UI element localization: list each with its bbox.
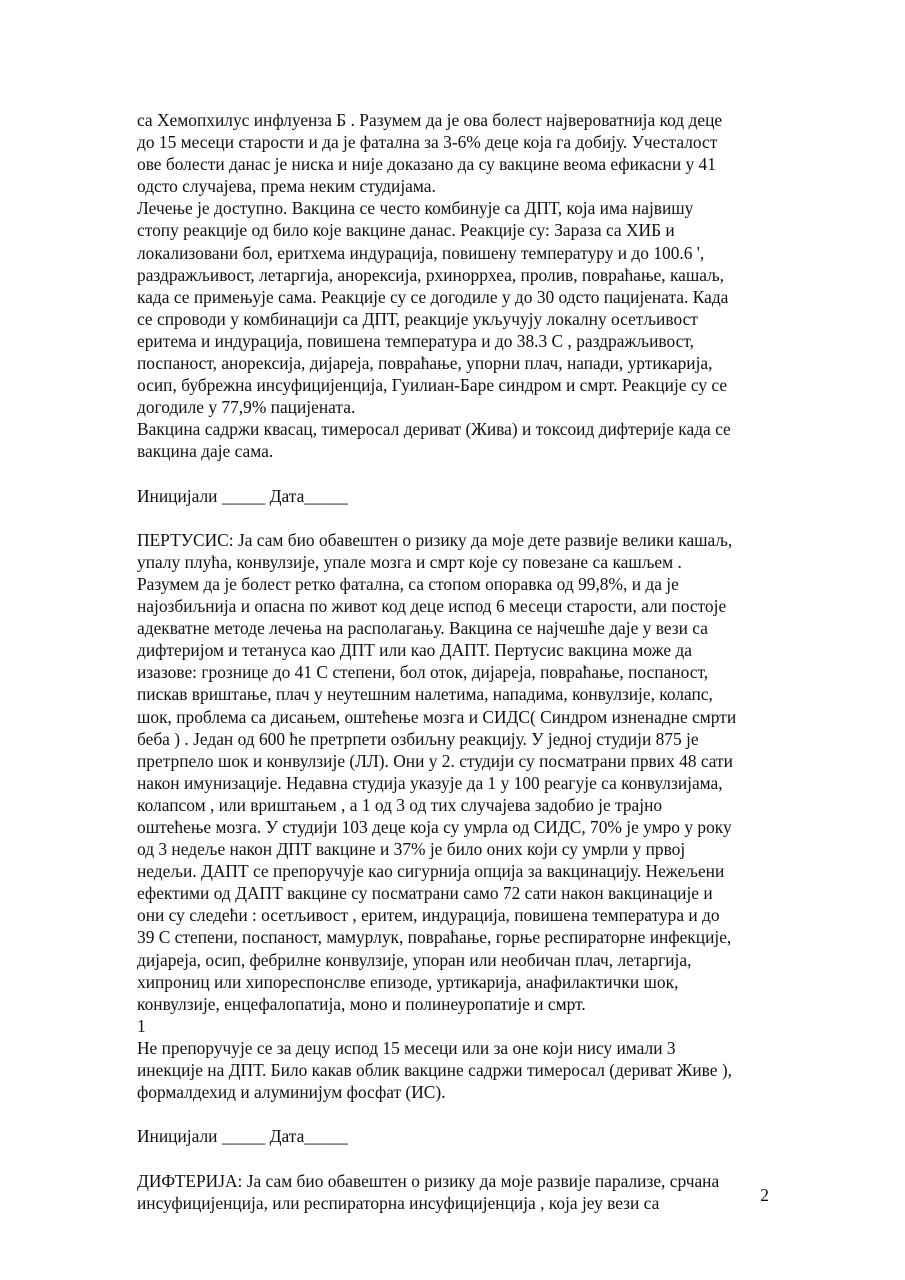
paragraph-diphtheria (137, 1170, 777, 1214)
text-line: пискав вриштање, плач у неутешним налетима, нападима, конвулзије, колапс, (137, 684, 713, 705)
text-line: поспаност, анорексија, дијареја, повраћање, упорни плач, напади, уртикарија, (137, 353, 713, 374)
text-line: Разумем да је болест ретко фатална, са стопом опоравка од 99,8%, и да је (137, 573, 679, 594)
text-line: шок, проблема са дисањем, оштећење мозга и СИДС( Синдром изненадне смрти (137, 706, 737, 727)
text-line: најозбиљнија и опасна по живот код деце испод 6 месеци старости, али постоје (137, 596, 727, 617)
paragraph-hib-treatment (137, 197, 777, 418)
blank-line (137, 507, 777, 529)
text-line: након имунизације. Недавна студија указује да 1 у 100 реагује са конвулзијама, (137, 772, 723, 793)
blank-line (137, 1103, 777, 1125)
text-line: Иницијали _____ Дата_____ (137, 1126, 348, 1147)
text-line: претрпело шок и конвулзије (ЛЛ). Они у 2. студији су посматрани првих 48 сати (137, 750, 733, 771)
text-line: одсто случајева, према неким студијама. (137, 176, 436, 197)
text-line: колапсом , или вриштањем , а 1 од 3 од тих случајева задобио је трајно (137, 794, 663, 815)
paragraph-hib-intro (137, 109, 777, 197)
text-line: стопу реакције од било које вакцине данас. Реакције су: Зараза са ХИБ и (137, 220, 675, 241)
text-line: догодиле у 77,9% пацијената. (137, 397, 356, 418)
text-line: вакцина даје сама. (137, 441, 274, 462)
blank-line (137, 1147, 777, 1169)
paragraph-pertussis (137, 529, 777, 1103)
initials-date-line (137, 1125, 777, 1147)
text-line: инсуфицијенција, или респираторна инсуфицијенција , која јеу вези са (137, 1192, 660, 1213)
text-line: инекције на ДПТ. Било какав облик вакцине садржи тимеросал (дериват Живе ), (137, 1060, 732, 1081)
text-line: раздражљивост, летаргија, анорексија, рхиноррхеа, пролив, повраћање, кашаљ, (137, 264, 724, 285)
text-line: изазове: грознице до 41 С степени, бол оток, дијареја, повраћање, поспаност, (137, 662, 709, 683)
text-line: хипрониц или хипореспонслве епизоде, уртикарија, анафилактички шок, (137, 971, 679, 992)
text-line: 39 С степени, поспаност, мамурлук, повраћање, горње респираторне инфекције, (137, 927, 732, 948)
text-line: до 15 месеци старости и да је фатална за 3-6% деце која га добију. Учесталост (137, 132, 718, 153)
text-line: 1 (137, 1015, 146, 1036)
body-text (137, 109, 777, 1214)
text-line: упалу плућа, конвулзије, упале мозга и смрт које су повезане са кашљем . (137, 551, 682, 572)
blank-line (137, 463, 777, 485)
text-line: конвулзије, енцефалопатија, моно и полинеуропатије и смрт. (137, 993, 586, 1014)
initials-date-line (137, 485, 777, 507)
text-line: дијареја, осип, фебрилне конвулзије, упоран или необичан плач, летаргија, (137, 949, 692, 970)
text-line: Иницијали _____ Дата_____ (137, 485, 348, 506)
text-line: оштећење мозга. У студији 103 деце која су умрла од СИДС, 70% је умро у року (137, 817, 732, 837)
text-line: од 3 недеље након ДПТ вакцине и 37% је било оних који су умрли у првој (137, 839, 686, 860)
page-number: 2 (760, 1185, 769, 1205)
text-line: ДИФТЕРИЈА: Ја сам био обавештен о ризику да моје развије парализе, срчана (137, 1170, 720, 1191)
text-line: ефектими од ДАПТ вакцине су посматрани само 72 сати након вакцинације и (137, 883, 713, 904)
text-line: Не препоручује се за децу испод 15 месеци или за оне који нису имали 3 (137, 1037, 676, 1058)
text-line: локализовани бол, еритхема индурација, повишену температуру и до 100.6 ', (137, 242, 705, 263)
text-line: адекватне методе лечења на располагању. Вакцина се најчешће даје у вези са (137, 618, 708, 639)
text-line: дифтеријом и тетануса као ДПТ или као ДАПТ. Пертусис вакцина може да (137, 640, 693, 661)
text-line: Вакцина садржи квасац, тимеросал дериват (Жива) и токсоид дифтерије када се (137, 419, 731, 440)
text-line: беба ) . Један од 600 ће претрпети озбиљну реакцију. У једној студији 875 је (137, 728, 699, 749)
text-line: Лечење је доступно. Вакцина се често комбинује са ДПТ, која има највишу (137, 198, 694, 219)
text-line: ове болести данас је ниска и није доказано да су вакцине веома ефикасни у 41 (137, 154, 716, 175)
text-line: недељи. ДАПТ се препоручује као сигурнија опција за вакцинацију. Нежељени (137, 861, 725, 882)
text-line: они су следећи : осетљивост , еритем, индурација, повишена температура и до (137, 905, 720, 926)
text-line: осип, бубрежна инсуфицијенција, Гуилиан-Баре синдром и смрт. Реакције су се (137, 375, 728, 396)
text-line: са Хемопхилус инфлуенза Б . Разумем да је ова болест највероватнија код деце (137, 110, 723, 130)
text-line: ПЕРТУСИС: Ја сам био обавештен о ризику да моје дете развије велики кашаљ, (137, 529, 733, 550)
text-line: формалдехид и алуминијум фосфат (ИС). (137, 1082, 446, 1103)
text-line: када се примењује сама. Реакције су се догодиле у до 30 одсто пацијената. Када (137, 286, 729, 307)
text-line: еритема и индурација, повишена температура и до 38.3 С , раздражљивост, (137, 330, 694, 351)
text-line: се спроводи у комбинацији са ДПТ, реакције укључују локалну осетљивост (137, 308, 698, 329)
paragraph-hib-ingredients (137, 418, 777, 462)
